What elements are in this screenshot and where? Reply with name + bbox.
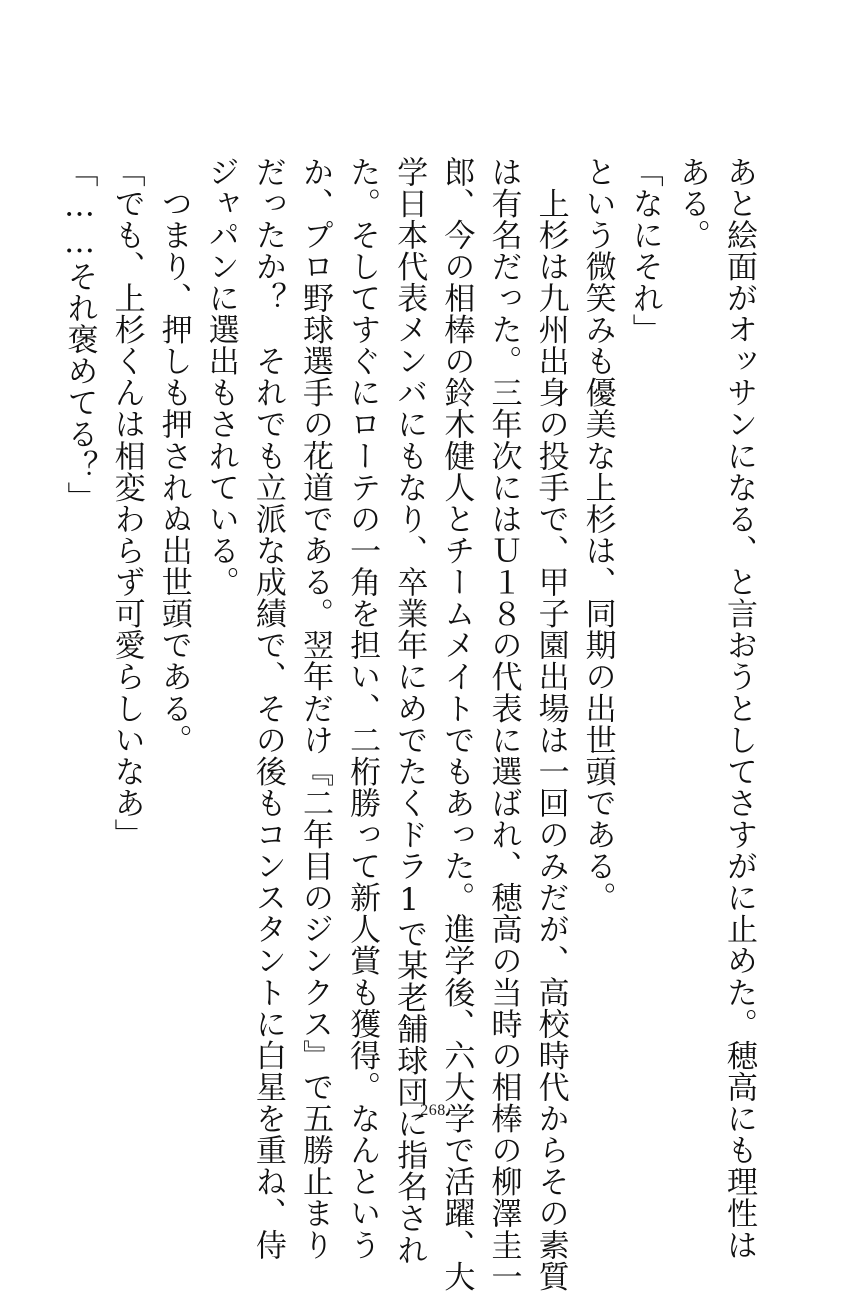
text-line: という微笑みも優美な上杉は、同期の出世頭である。 <box>579 156 616 914</box>
text-line: は有名だった。三年次にはＵ１８の代表に選ばれ、穂高の当時の相棒の柳澤圭一 <box>485 156 522 1292</box>
text-line: 郎、今の相棒の鈴木健人とチームメイトでもあった。進学後、六大学で活躍、大 <box>438 156 475 1292</box>
text-line: 「……それ褒めてる？」 <box>61 156 98 514</box>
text-line: 上杉は九州出身の投手で、甲子園出場は一回のみだが、高校時代からその素質 <box>532 156 569 1292</box>
text-line: 「なにそれ」 <box>626 156 663 346</box>
text-line: ジャパンに選出もされている。 <box>202 156 239 598</box>
text-line: だったか？ それでも立派な成績で、その後もコンスタントに白星を重ね、侍 <box>249 156 286 1261</box>
text-line: 「でも、上杉くんは相変わらず可愛らしいなあ」 <box>108 156 145 851</box>
text-line: 学日本代表メンバにもなり、卒業年にめでたくドラ1で某老舗球団に指名され <box>391 156 428 1266</box>
text-line: つまり、押しも押されぬ出世頭である。 <box>155 156 192 756</box>
page-number: 268 <box>420 1102 446 1119</box>
text-line: あと絵面がオッサンになる、と言おうとしてさすがに止めた。穂高にも理性は <box>721 156 757 1261</box>
text-line: か、プロ野球選手の花道である。翌年だけ『二年目のジンクス』で五勝止まり <box>297 156 334 1261</box>
text-line: ある。 <box>673 156 710 251</box>
text-line: た。そしてすぐにローテの一角を担い、二桁勝って新人賞も獲得。なんという <box>344 156 381 1261</box>
